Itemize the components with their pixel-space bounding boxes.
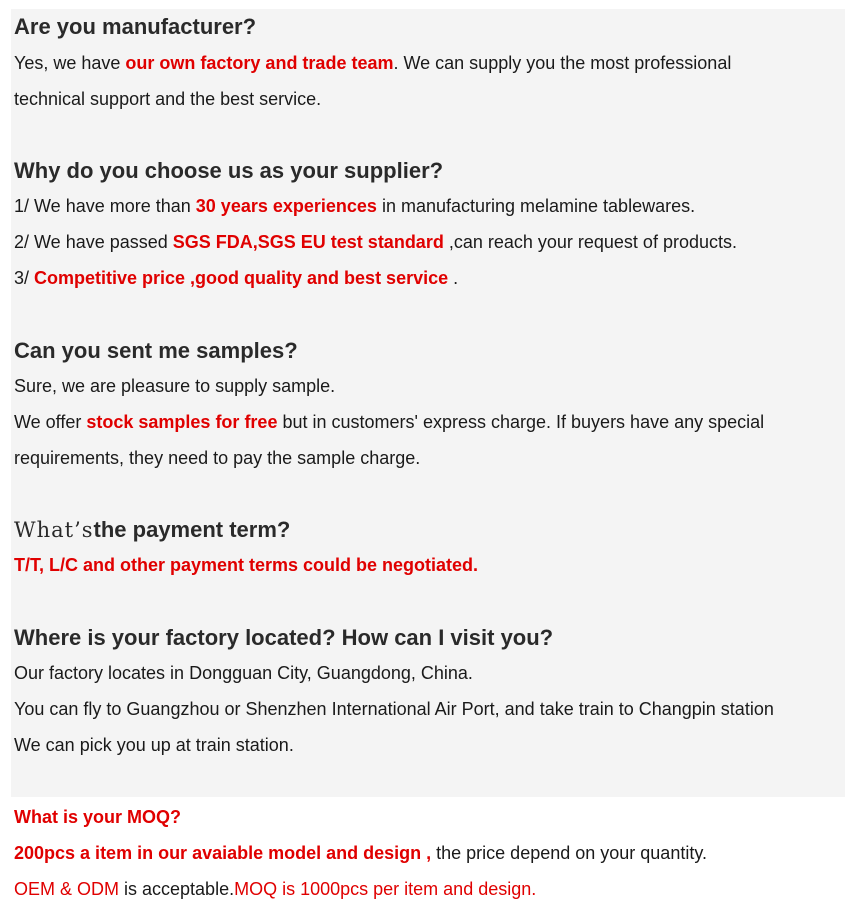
highlight-text: OEM & ODM (14, 879, 120, 899)
faq-answer-location-line1: Our factory locates in Dongguan City, Guangdong, China. (14, 663, 473, 683)
faq-answer-samples-line3: requirements, they need to pay the sample charge. (14, 448, 421, 468)
faq-answer-manufacturer-line1: Yes, we have our own factory and trade team. We can supply you the most professional (14, 53, 732, 73)
highlight-text: stock samples for free (86, 412, 278, 432)
faq-answer-manufacturer-line2: technical support and the best service. (14, 89, 322, 109)
faq-question-samples: Can you sent me samples? (14, 338, 298, 363)
faq-answer-location-line3: We can pick you up at train station. (14, 735, 294, 755)
faq-answer-location-line2: You can fly to Guangzhou or Shenzhen International Air Port, and take train to Changpin station (14, 699, 774, 719)
faq-answer-moq-line2: OEM & ODM is acceptable.MOQ is 1000pcs per item and design. (14, 879, 537, 899)
faq-question-location: Where is your factory located? How can I visit you? (14, 625, 554, 650)
highlight-text: MOQ is 1000pcs per item and design. (234, 879, 537, 899)
faq-question-payment: What’sthe payment term? (14, 517, 291, 542)
faq-answer-payment: T/T, L/C and other payment terms could be negotiated. (14, 555, 479, 575)
faq-answer-moq-line1: 200pcs a item in our avaiable model and design , the price depend on your quantity. (14, 843, 707, 863)
faq-answer-supplier-line2: 2/ We have passed SGS FDA,SGS EU test standard ,can reach your request of products. (14, 232, 737, 252)
highlight-text: our own factory and trade team (125, 53, 394, 73)
faq-answer-samples-line2: We offer stock samples for free but in customers' express charge. If buyers have any special (14, 412, 765, 432)
highlight-text: 200pcs a item in our avaiable model and design , (14, 843, 432, 863)
faq-question-moq: What is your MOQ? (14, 807, 182, 827)
faq-answer-supplier-line3: 3/ Competitive price ,good quality and best service . (14, 268, 459, 288)
faq-question-manufacturer: Are you manufacturer? (14, 14, 257, 39)
highlight-text: Competitive price ,good quality and best service (34, 268, 449, 288)
highlight-text: 30 years experiences (195, 196, 377, 216)
faq-answer-samples-line1: Sure, we are pleasure to supply sample. (14, 376, 336, 396)
faq-answer-supplier-line1: 1/ We have more than 30 years experiences in manufacturing melamine tablewares. (14, 196, 696, 216)
faq-question-supplier: Why do you choose us as your supplier? (14, 158, 444, 183)
highlight-text: SGS FDA,SGS EU test standard (172, 232, 444, 252)
